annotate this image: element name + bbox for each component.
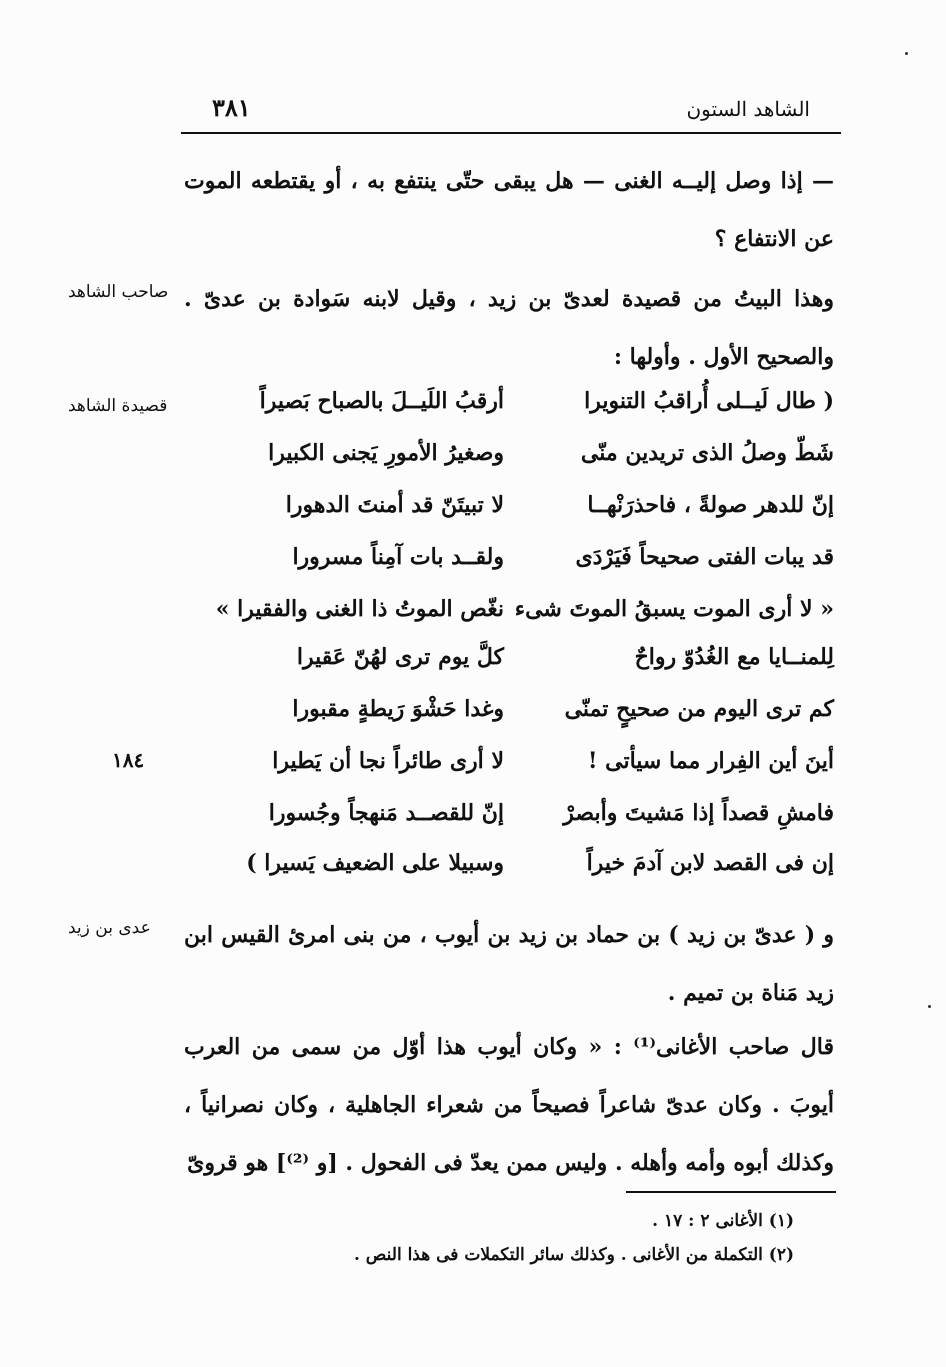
verse-line xyxy=(224,544,834,596)
scan-speck xyxy=(928,1005,931,1008)
verse-hemistich-first: ( طال لَيــلى أُراقبُ التنويرا xyxy=(584,388,834,414)
verse-line xyxy=(224,800,834,852)
verse-hemistich-second: وصغيرُ الأمورِ يَجنى الكبيرا xyxy=(268,440,504,466)
verse-line xyxy=(224,492,834,544)
verse-hemistich-second: ولقــد بات آمِناً مسرورا xyxy=(292,544,504,570)
verse-hemistich-first: لِلمنــايا مع الغُدُوّ رواحٌ xyxy=(634,644,834,670)
margin-note-poem: قصيدة الشاهد xyxy=(68,396,168,416)
verse-hemistich-first: فامشِ قصداً إذا مَشيتَ وأبصرْ xyxy=(563,800,834,826)
margin-note-person: عدى بن زيد xyxy=(68,918,151,938)
scan-speck xyxy=(905,52,908,55)
verse-line xyxy=(224,440,834,492)
verse-hemistich-second: وغدا حَشْوَ رَيطةٍ مقبورا xyxy=(292,696,504,722)
paragraph-3: و ( عدىّ بن زيد ) بن حماد بن زيد بن أيوب ، من بنى امرئ القيس ابن زيد مَناة بن تميم . xyxy=(184,922,834,1006)
footnote-rule xyxy=(626,1191,836,1193)
footnote-2: (٢) التكملة من الأغانى . وكذلك سائر التكملات فى هذا النص . xyxy=(353,1245,794,1265)
verse-hemistich-first: شَطّ وصلُ الذى تريدين منّى xyxy=(580,440,834,466)
paragraph-1: — إذا وصل إليــه الغنى — هل يبقى حتّى ينتفع به ، أو يقتطعه الموت عن الانتفاع ؟ xyxy=(184,168,834,252)
verse-hemistich-second: كلَّ يوم ترى لهُنّ عَقيرا xyxy=(296,644,504,670)
verse-hemistich-second: نغّص الموتُ ذا الغنى والفقيرا » xyxy=(215,596,504,622)
verse-hemistich-first: إنّ للدهر صولةً ، فاحذرَنْهــا xyxy=(587,492,834,518)
verse-hemistich-first: قد يبات الفتى صحيحاً فَيَرْدَى xyxy=(575,544,834,570)
footnote-1: (١) الأغانى ٢ : ١٧ . xyxy=(652,1211,794,1231)
paragraph-2: وهذا البيتُ من قصيدة لعدىّ بن زيد ، وقيل لابنه سَوادة بن عدىّ . والصحيح الأول . وأولها : xyxy=(184,286,834,370)
running-title: الشاهد الستون xyxy=(686,97,810,121)
header-rule xyxy=(181,132,841,134)
verse-hemistich-second: لا تبيتَنّ قد أمنتَ الدهورا xyxy=(285,492,504,518)
verse-line xyxy=(224,850,834,902)
paragraph-4: قال صاحب الأغانى⁽¹⁾ : « وكان أيوب هذا أوّل من سمى من العرب أيوبَ . وكان عدىّ شاعراً فصيحاً من شعراء الجاهلية ، وكان نصرانياً ، وكذلك أبوه وأمه وأهله . وليس ممن يعدّ فى الفحول . [و ⁽²⁾] هو قروىّ xyxy=(184,1034,834,1176)
verse-hemistich-first: « لا أرى الموت يسبقُ الموتَ شىء xyxy=(514,596,834,622)
original-page-marker: ١٨٤ xyxy=(112,748,145,772)
verse-hemistich-second: لا أرى طائراً نجا أن يَطيرا xyxy=(272,748,504,774)
verse-hemistich-second: أرقبُ اللَيــلَ بالصباح بَصيراً xyxy=(259,388,504,414)
verse-hemistich-first: أينَ أين الفِرار مما سيأتى ! xyxy=(587,748,834,774)
verse-line xyxy=(224,748,834,800)
verse-line xyxy=(224,696,834,748)
verse-hemistich-first: كم ترى اليوم من صحيحٍ تمنّى xyxy=(564,696,834,722)
verse-hemistich-second: وسبيلا على الضعيف يَسيرا ) xyxy=(246,850,504,876)
margin-note-author: صاحب الشاهد xyxy=(68,282,169,302)
verse-hemistich-first: إن فى القصد لابن آدمَ خيراً xyxy=(586,850,834,876)
verse-line xyxy=(224,644,834,696)
verse-hemistich-second: إنّ للقصــد مَنهجاً وجُسورا xyxy=(268,800,504,826)
verse-line xyxy=(215,596,834,648)
verse-line xyxy=(224,388,834,440)
page-number: ٣٨١ xyxy=(212,93,251,122)
